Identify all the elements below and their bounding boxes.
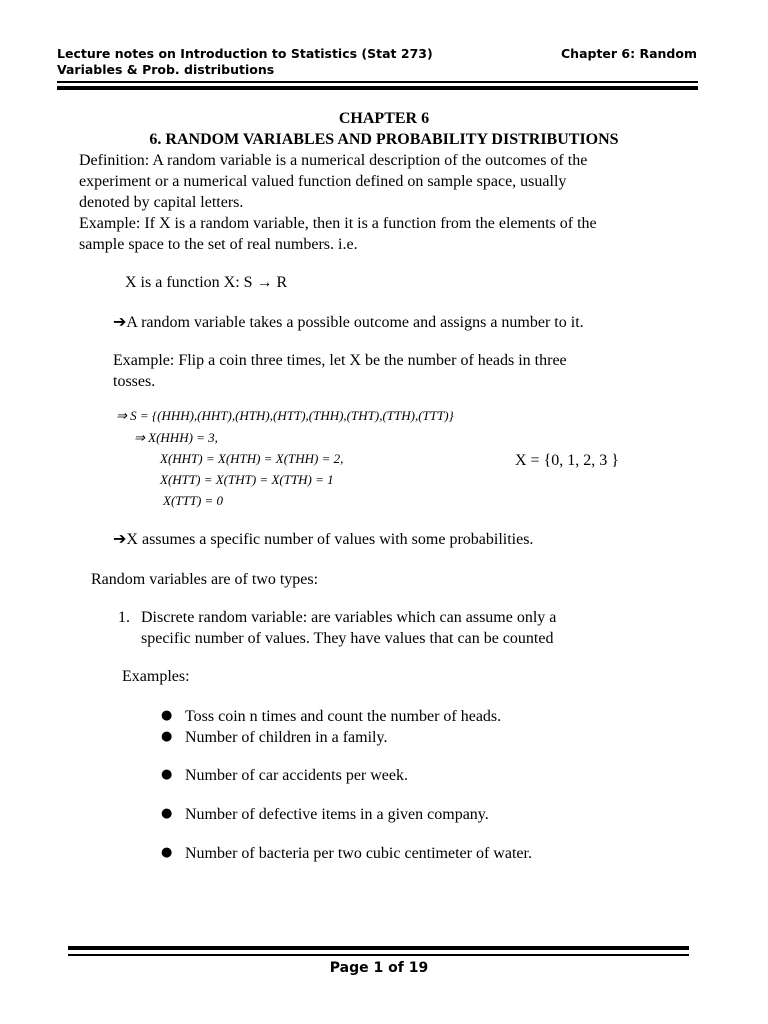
examples-label: Examples: xyxy=(122,668,190,685)
list-item: Number of car accidents per week. xyxy=(185,767,408,784)
list-item: Toss coin n times and count the number of heads. xyxy=(185,708,502,725)
arrow-note-2: ➔X assumes a specific number of values with some probabilities. xyxy=(113,531,534,548)
math-line-1: ⇒ X(HHH) = 3, xyxy=(134,430,218,445)
bullet-icon: ● xyxy=(161,767,173,782)
bullet-icon: ● xyxy=(161,708,173,723)
bullet-icon: ● xyxy=(161,845,173,860)
example2-line-2: tosses. xyxy=(113,373,156,390)
math-range: X = {0, 1, 2, 3 } xyxy=(515,452,619,469)
chapter-title: 6. RANDOM VARIABLES AND PROBABILITY DISTRIBUTIONS xyxy=(149,131,619,148)
footer-rule-thick xyxy=(68,946,689,950)
example2-line-1: Example: Flip a coin three times, let X be the number of heads in three xyxy=(113,352,567,369)
types-intro: Random variables are of two types: xyxy=(91,571,319,588)
math-line-4: X(TTT) = 0 xyxy=(163,493,224,508)
list-item: Number of children in a family. xyxy=(185,729,388,746)
function-definition: X is a function X: S → R xyxy=(125,274,288,291)
header-rule-thick xyxy=(57,86,698,90)
chapter-label: CHAPTER 6 xyxy=(338,110,430,127)
math-line-3: X(HTT) = X(THT) = X(TTH) = 1 xyxy=(160,472,334,487)
header-rule-thin xyxy=(57,81,698,83)
discrete-line-2: specific number of values. They have values that can be counted xyxy=(141,630,554,647)
list-number-1: 1. xyxy=(118,609,130,626)
example1-line-2: sample space to the set of real numbers. i.e. xyxy=(79,236,358,253)
bullet-icon: ● xyxy=(161,729,173,744)
page-number: Page 1 of 19 xyxy=(329,960,429,976)
arrow-note-1: ➔A random variable takes a possible outcome and assigns a number to it. xyxy=(113,314,584,331)
math-sample-space: ⇒ S = {(HHH),(HHT),(HTH),(HTT),(THH),(THT),(TTH),(TTT)} xyxy=(116,408,454,423)
discrete-line-1: Discrete random variable: are variables which can assume only a xyxy=(141,609,557,626)
example1-line-1: Example: If X is a random variable, then it is a function from the elements of the xyxy=(79,215,597,232)
list-item: Number of defective items in a given company. xyxy=(185,806,489,823)
list-item: Number of bacteria per two cubic centimeter of water. xyxy=(185,845,532,862)
math-line-2: X(HHT) = X(HTH) = X(THH) = 2, xyxy=(160,451,344,466)
header-chapter: Chapter 6: Random xyxy=(561,46,697,61)
bullet-icon: ● xyxy=(161,806,173,821)
header-course-subtitle: Variables & Prob. distributions xyxy=(57,62,275,77)
definition-line-3: denoted by capital letters. xyxy=(79,194,244,211)
definition-line-2: experiment or a numerical valued function defined on sample space, usually xyxy=(79,173,567,190)
header-course-title: Lecture notes on Introduction to Statistics (Stat 273) xyxy=(57,46,433,61)
definition-line-1: Definition: A random variable is a numerical description of the outcomes of the xyxy=(79,152,588,169)
footer-rule-thin xyxy=(68,954,689,956)
